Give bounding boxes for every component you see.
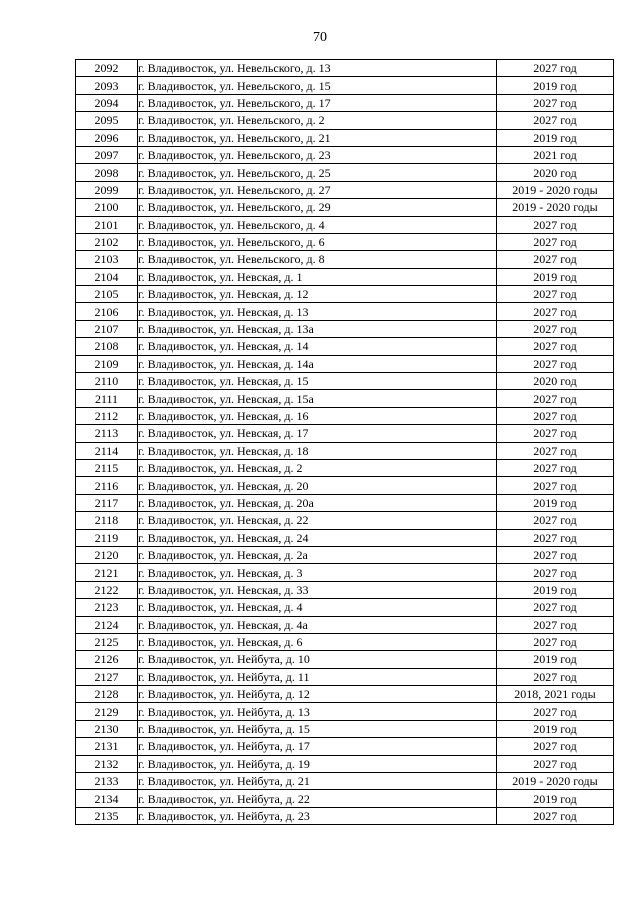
table-row (76, 529, 614, 546)
row-year: 2021 год (497, 146, 614, 163)
table-row (76, 77, 614, 94)
row-year: 2027 год (497, 442, 614, 459)
table-row (76, 651, 614, 668)
row-address: г. Владивосток, ул. Невская, д. 4а (138, 616, 497, 633)
table-row (76, 581, 614, 598)
row-year: 2027 год (497, 407, 614, 424)
row-year: 2019 - 2020 годы (497, 181, 614, 198)
row-number: 2118 (76, 512, 138, 529)
row-address: г. Владивосток, ул. Нейбута, д. 23 (138, 807, 497, 824)
table-row (76, 320, 614, 337)
row-number: 2109 (76, 355, 138, 372)
row-number: 2107 (76, 320, 138, 337)
row-year: 2019 - 2020 годы (497, 199, 614, 216)
table-row (76, 494, 614, 511)
table-row (76, 164, 614, 181)
table-row (76, 146, 614, 163)
row-year: 2027 год (497, 599, 614, 616)
row-address: г. Владивосток, ул. Невская, д. 15 (138, 373, 497, 390)
table-row (76, 407, 614, 424)
row-number: 2099 (76, 181, 138, 198)
row-number: 2106 (76, 303, 138, 320)
row-number: 2127 (76, 668, 138, 685)
row-number: 2098 (76, 164, 138, 181)
row-address: г. Владивосток, ул. Невельского, д. 25 (138, 164, 497, 181)
row-year: 2027 год (497, 60, 614, 77)
row-year: 2019 год (497, 494, 614, 511)
row-number: 2124 (76, 616, 138, 633)
row-address: г. Владивосток, ул. Невская, д. 14а (138, 355, 497, 372)
row-number: 2111 (76, 390, 138, 407)
table-row (76, 738, 614, 755)
table-row (76, 112, 614, 129)
table-row (76, 668, 614, 685)
row-year: 2019 год (497, 651, 614, 668)
row-address: г. Владивосток, ул. Невская, д. 15а (138, 390, 497, 407)
building-schedule-table (75, 59, 614, 825)
row-address: г. Владивосток, ул. Невельского, д. 2 (138, 112, 497, 129)
table-row (76, 790, 614, 807)
row-number: 2130 (76, 720, 138, 737)
row-address: г. Владивосток, ул. Невельского, д. 29 (138, 199, 497, 216)
table-row (76, 199, 614, 216)
row-address: г. Владивосток, ул. Невская, д. 13 (138, 303, 497, 320)
row-number: 2131 (76, 738, 138, 755)
row-address: г. Владивосток, ул. Невская, д. 6 (138, 633, 497, 650)
table-row (76, 720, 614, 737)
table-row (76, 773, 614, 790)
row-address: г. Владивосток, ул. Невельского, д. 21 (138, 129, 497, 146)
row-number: 2093 (76, 77, 138, 94)
row-number: 2119 (76, 529, 138, 546)
table-row (76, 442, 614, 459)
row-year: 2019 год (497, 790, 614, 807)
row-address: г. Владивосток, ул. Нейбута, д. 22 (138, 790, 497, 807)
table-row (76, 129, 614, 146)
row-year: 2027 год (497, 477, 614, 494)
row-number: 2114 (76, 442, 138, 459)
table-row (76, 303, 614, 320)
row-year: 2027 год (497, 512, 614, 529)
row-number: 2120 (76, 546, 138, 563)
table-row (76, 60, 614, 77)
row-address: г. Владивосток, ул. Нейбута, д. 12 (138, 686, 497, 703)
row-number: 2116 (76, 477, 138, 494)
row-number: 2102 (76, 233, 138, 250)
row-number: 2100 (76, 199, 138, 216)
row-year: 2027 год (497, 807, 614, 824)
row-year: 2027 год (497, 425, 614, 442)
row-year: 2027 год (497, 616, 614, 633)
row-year: 2027 год (497, 338, 614, 355)
row-address: г. Владивосток, ул. Невельского, д. 13 (138, 60, 497, 77)
row-address: г. Владивосток, ул. Нейбута, д. 11 (138, 668, 497, 685)
row-year: 2027 год (497, 94, 614, 111)
row-address: г. Владивосток, ул. Невская, д. 33 (138, 581, 497, 598)
row-year: 2019 год (497, 720, 614, 737)
row-year: 2027 год (497, 320, 614, 337)
table-row (76, 268, 614, 285)
row-year: 2018, 2021 годы (497, 686, 614, 703)
row-year: 2027 год (497, 390, 614, 407)
row-address: г. Владивосток, ул. Невская, д. 4 (138, 599, 497, 616)
row-number: 2125 (76, 633, 138, 650)
row-number: 2110 (76, 373, 138, 390)
row-address: г. Владивосток, ул. Нейбута, д. 17 (138, 738, 497, 755)
table-row (76, 616, 614, 633)
row-number: 2128 (76, 686, 138, 703)
table-row (76, 233, 614, 250)
row-address: г. Владивосток, ул. Невельского, д. 4 (138, 216, 497, 233)
row-year: 2027 год (497, 738, 614, 755)
table-row (76, 633, 614, 650)
table-row (76, 755, 614, 772)
table-row (76, 425, 614, 442)
row-address: г. Владивосток, ул. Невская, д. 20а (138, 494, 497, 511)
row-year: 2027 год (497, 286, 614, 303)
row-number: 2121 (76, 564, 138, 581)
row-year: 2027 год (497, 112, 614, 129)
table-row (76, 390, 614, 407)
row-number: 2105 (76, 286, 138, 303)
table-row (76, 355, 614, 372)
row-address: г. Владивосток, ул. Невская, д. 24 (138, 529, 497, 546)
table-row (76, 477, 614, 494)
table-row (76, 94, 614, 111)
row-address: г. Владивосток, ул. Невельского, д. 6 (138, 233, 497, 250)
row-number: 2094 (76, 94, 138, 111)
row-year: 2027 год (497, 703, 614, 720)
row-number: 2129 (76, 703, 138, 720)
table-body (76, 60, 614, 825)
row-number: 2092 (76, 60, 138, 77)
row-address: г. Владивосток, ул. Невская, д. 13а (138, 320, 497, 337)
row-year: 2027 год (497, 546, 614, 563)
row-number: 2096 (76, 129, 138, 146)
row-address: г. Владивосток, ул. Невская, д. 16 (138, 407, 497, 424)
row-year: 2019 год (497, 129, 614, 146)
row-address: г. Владивосток, ул. Нейбута, д. 19 (138, 755, 497, 772)
table-row (76, 564, 614, 581)
row-number: 2108 (76, 338, 138, 355)
row-year: 2027 год (497, 564, 614, 581)
row-address: г. Владивосток, ул. Невельского, д. 27 (138, 181, 497, 198)
row-address: г. Владивосток, ул. Невская, д. 1 (138, 268, 497, 285)
table-row (76, 546, 614, 563)
row-number: 2095 (76, 112, 138, 129)
row-year: 2027 год (497, 251, 614, 268)
row-number: 2132 (76, 755, 138, 772)
table-row (76, 181, 614, 198)
row-year: 2027 год (497, 459, 614, 476)
row-year: 2027 год (497, 633, 614, 650)
row-year: 2027 год (497, 529, 614, 546)
row-address: г. Владивосток, ул. Невская, д. 14 (138, 338, 497, 355)
table-row (76, 686, 614, 703)
row-number: 2104 (76, 268, 138, 285)
row-year: 2027 год (497, 668, 614, 685)
table-row (76, 599, 614, 616)
row-number: 2115 (76, 459, 138, 476)
row-year: 2027 год (497, 755, 614, 772)
page-number: 70 (313, 30, 327, 45)
row-address: г. Владивосток, ул. Невская, д. 22 (138, 512, 497, 529)
row-address: г. Владивосток, ул. Невская, д. 18 (138, 442, 497, 459)
row-address: г. Владивосток, ул. Невельского, д. 17 (138, 94, 497, 111)
row-year: 2020 год (497, 373, 614, 390)
row-number: 2134 (76, 790, 138, 807)
row-address: г. Владивосток, ул. Невская, д. 2 (138, 459, 497, 476)
row-number: 2135 (76, 807, 138, 824)
row-year: 2027 год (497, 233, 614, 250)
row-year: 2020 год (497, 164, 614, 181)
row-number: 2097 (76, 146, 138, 163)
row-year: 2027 год (497, 303, 614, 320)
row-year: 2019 год (497, 268, 614, 285)
row-address: г. Владивосток, ул. Невельского, д. 23 (138, 146, 497, 163)
table-row (76, 251, 614, 268)
table-row (76, 216, 614, 233)
table-row (76, 512, 614, 529)
row-number: 2123 (76, 599, 138, 616)
row-number: 2117 (76, 494, 138, 511)
table-row (76, 286, 614, 303)
row-number: 2112 (76, 407, 138, 424)
row-number: 2133 (76, 773, 138, 790)
row-address: г. Владивосток, ул. Невельского, д. 15 (138, 77, 497, 94)
row-number: 2101 (76, 216, 138, 233)
row-address: г. Владивосток, ул. Нейбута, д. 15 (138, 720, 497, 737)
row-address: г. Владивосток, ул. Невская, д. 17 (138, 425, 497, 442)
row-year: 2019 год (497, 581, 614, 598)
row-address: г. Владивосток, ул. Невская, д. 3 (138, 564, 497, 581)
row-year: 2027 год (497, 216, 614, 233)
table-row (76, 459, 614, 476)
table-row (76, 703, 614, 720)
row-year: 2027 год (497, 355, 614, 372)
row-address: г. Владивосток, ул. Невельского, д. 8 (138, 251, 497, 268)
row-address: г. Владивосток, ул. Нейбута, д. 10 (138, 651, 497, 668)
row-number: 2113 (76, 425, 138, 442)
table-row (76, 338, 614, 355)
row-number: 2103 (76, 251, 138, 268)
row-number: 2122 (76, 581, 138, 598)
row-address: г. Владивосток, ул. Невская, д. 12 (138, 286, 497, 303)
row-address: г. Владивосток, ул. Невская, д. 2а (138, 546, 497, 563)
row-address: г. Владивосток, ул. Невская, д. 20 (138, 477, 497, 494)
row-address: г. Владивосток, ул. Нейбута, д. 13 (138, 703, 497, 720)
row-number: 2126 (76, 651, 138, 668)
row-address: г. Владивосток, ул. Нейбута, д. 21 (138, 773, 497, 790)
row-year: 2019 - 2020 годы (497, 773, 614, 790)
table-row (76, 373, 614, 390)
table-row (76, 807, 614, 824)
row-year: 2019 год (497, 77, 614, 94)
